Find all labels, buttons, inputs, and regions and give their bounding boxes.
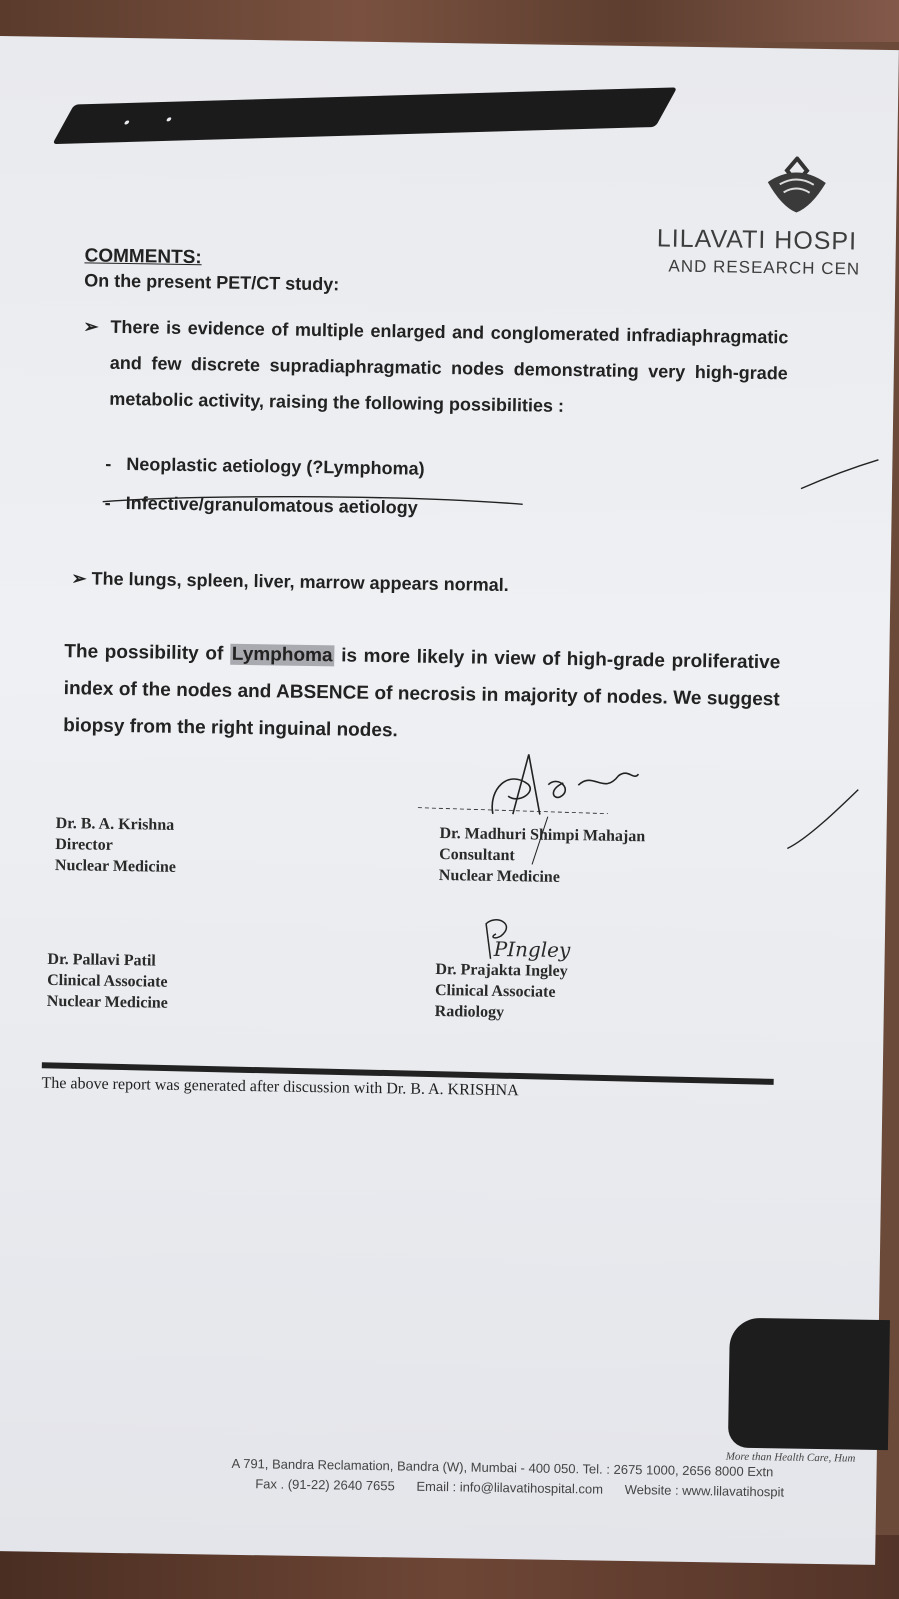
dash-bullet-icon: - (105, 453, 127, 475)
possibility-item-1 (105, 454, 425, 480)
possibility-item-2 (105, 493, 418, 519)
arrow-bullet-icon: ➢ (71, 568, 92, 589)
report-page (0, 36, 899, 1565)
svg-text:PIngley: PIngley (493, 936, 571, 963)
email-address: Email : info@lilavatihospital.com (416, 1478, 604, 1497)
signatory-name: Dr. Madhuri Shimpi Mahajan (439, 825, 646, 846)
signatory-department: Nuclear Medicine (438, 866, 561, 886)
conclusion-text-start: The possibility of (64, 641, 224, 665)
table-surface-top (0, 0, 899, 42)
possibility-text-2: Infective/granulomatous aetiology (125, 493, 418, 518)
hospital-contact (255, 1476, 784, 1499)
signatory-title: Clinical Associate (47, 971, 168, 991)
signatory-name: Dr. Pallavi Patil (47, 950, 156, 970)
finding-text-1: There is evidence of multiple enlarged and conglomerated infradiaphragmatic and few discrete supradiaphragmatic nodes demonstrating very high-grade metabolic activity, raising the following possibilities : (109, 316, 789, 416)
signatory-title: Director (55, 835, 113, 854)
fax-number: Fax . (91-22) 2640 7655 (255, 1476, 395, 1494)
signatory-name: Dr. B. A. Krishna (55, 814, 175, 834)
signatory-name: Dr. Prajakta Ingley (435, 960, 568, 981)
website-address: Website : www.lilavatihospit (624, 1481, 785, 1500)
hospital-address: A 791, Bandra Reclamation, Bandra (W), Mumbai - 400 050. Tel. : 2675 1000, 2656 8000 Extn (231, 1455, 774, 1480)
hospital-name: LILAVATI HOSPI (656, 224, 858, 256)
hospital-tagline: More than Health Care, Hum (725, 1450, 856, 1465)
signatory-title: Consultant (439, 846, 515, 865)
signatory-department: Nuclear Medicine (54, 856, 177, 876)
redaction-bar-top (52, 87, 677, 144)
signatory-block-1 (55, 813, 177, 878)
finding-bullet-2 (71, 568, 509, 596)
possibility-text-1: Neoplastic aetiology (?Lymphoma) (126, 454, 425, 479)
redaction-block-bottom (728, 1318, 890, 1450)
conclusion-text-end: is more likely in view of high-grade proliferative index of the nodes and ABSENCE of necrosis in majority of nodes. We suggest biopsy from the right inguinal nodes. (63, 645, 781, 742)
hospital-subtitle: AND RESEARCH CEN (668, 256, 861, 279)
signatory-block-3 (47, 949, 169, 1014)
finding-bullet-1 (82, 308, 789, 427)
conclusion-paragraph (63, 633, 781, 755)
signatory-department: Radiology (434, 1002, 505, 1022)
comments-subheading: On the present PET/CT study: (84, 270, 340, 295)
signatory-department: Nuclear Medicine (46, 992, 168, 1012)
arrow-bullet-icon: ➢ (83, 316, 99, 337)
dash-bullet-icon: - (104, 492, 126, 514)
report-footer-note: The above report was generated after discussion with Dr. B. A. KRISHNA (41, 1074, 519, 1100)
finding-text-2: The lungs, spleen, liver, marrow appears normal. (91, 568, 509, 596)
signatory-title: Clinical Associate (434, 981, 556, 1001)
comments-heading: COMMENTS: (84, 245, 202, 269)
highlighted-term: Lymphoma (231, 643, 333, 667)
signatory-block-2 (439, 823, 646, 889)
hospital-logo-icon (761, 156, 832, 215)
signatory-block-4 (435, 959, 568, 1024)
signature-ingley (486, 920, 572, 962)
